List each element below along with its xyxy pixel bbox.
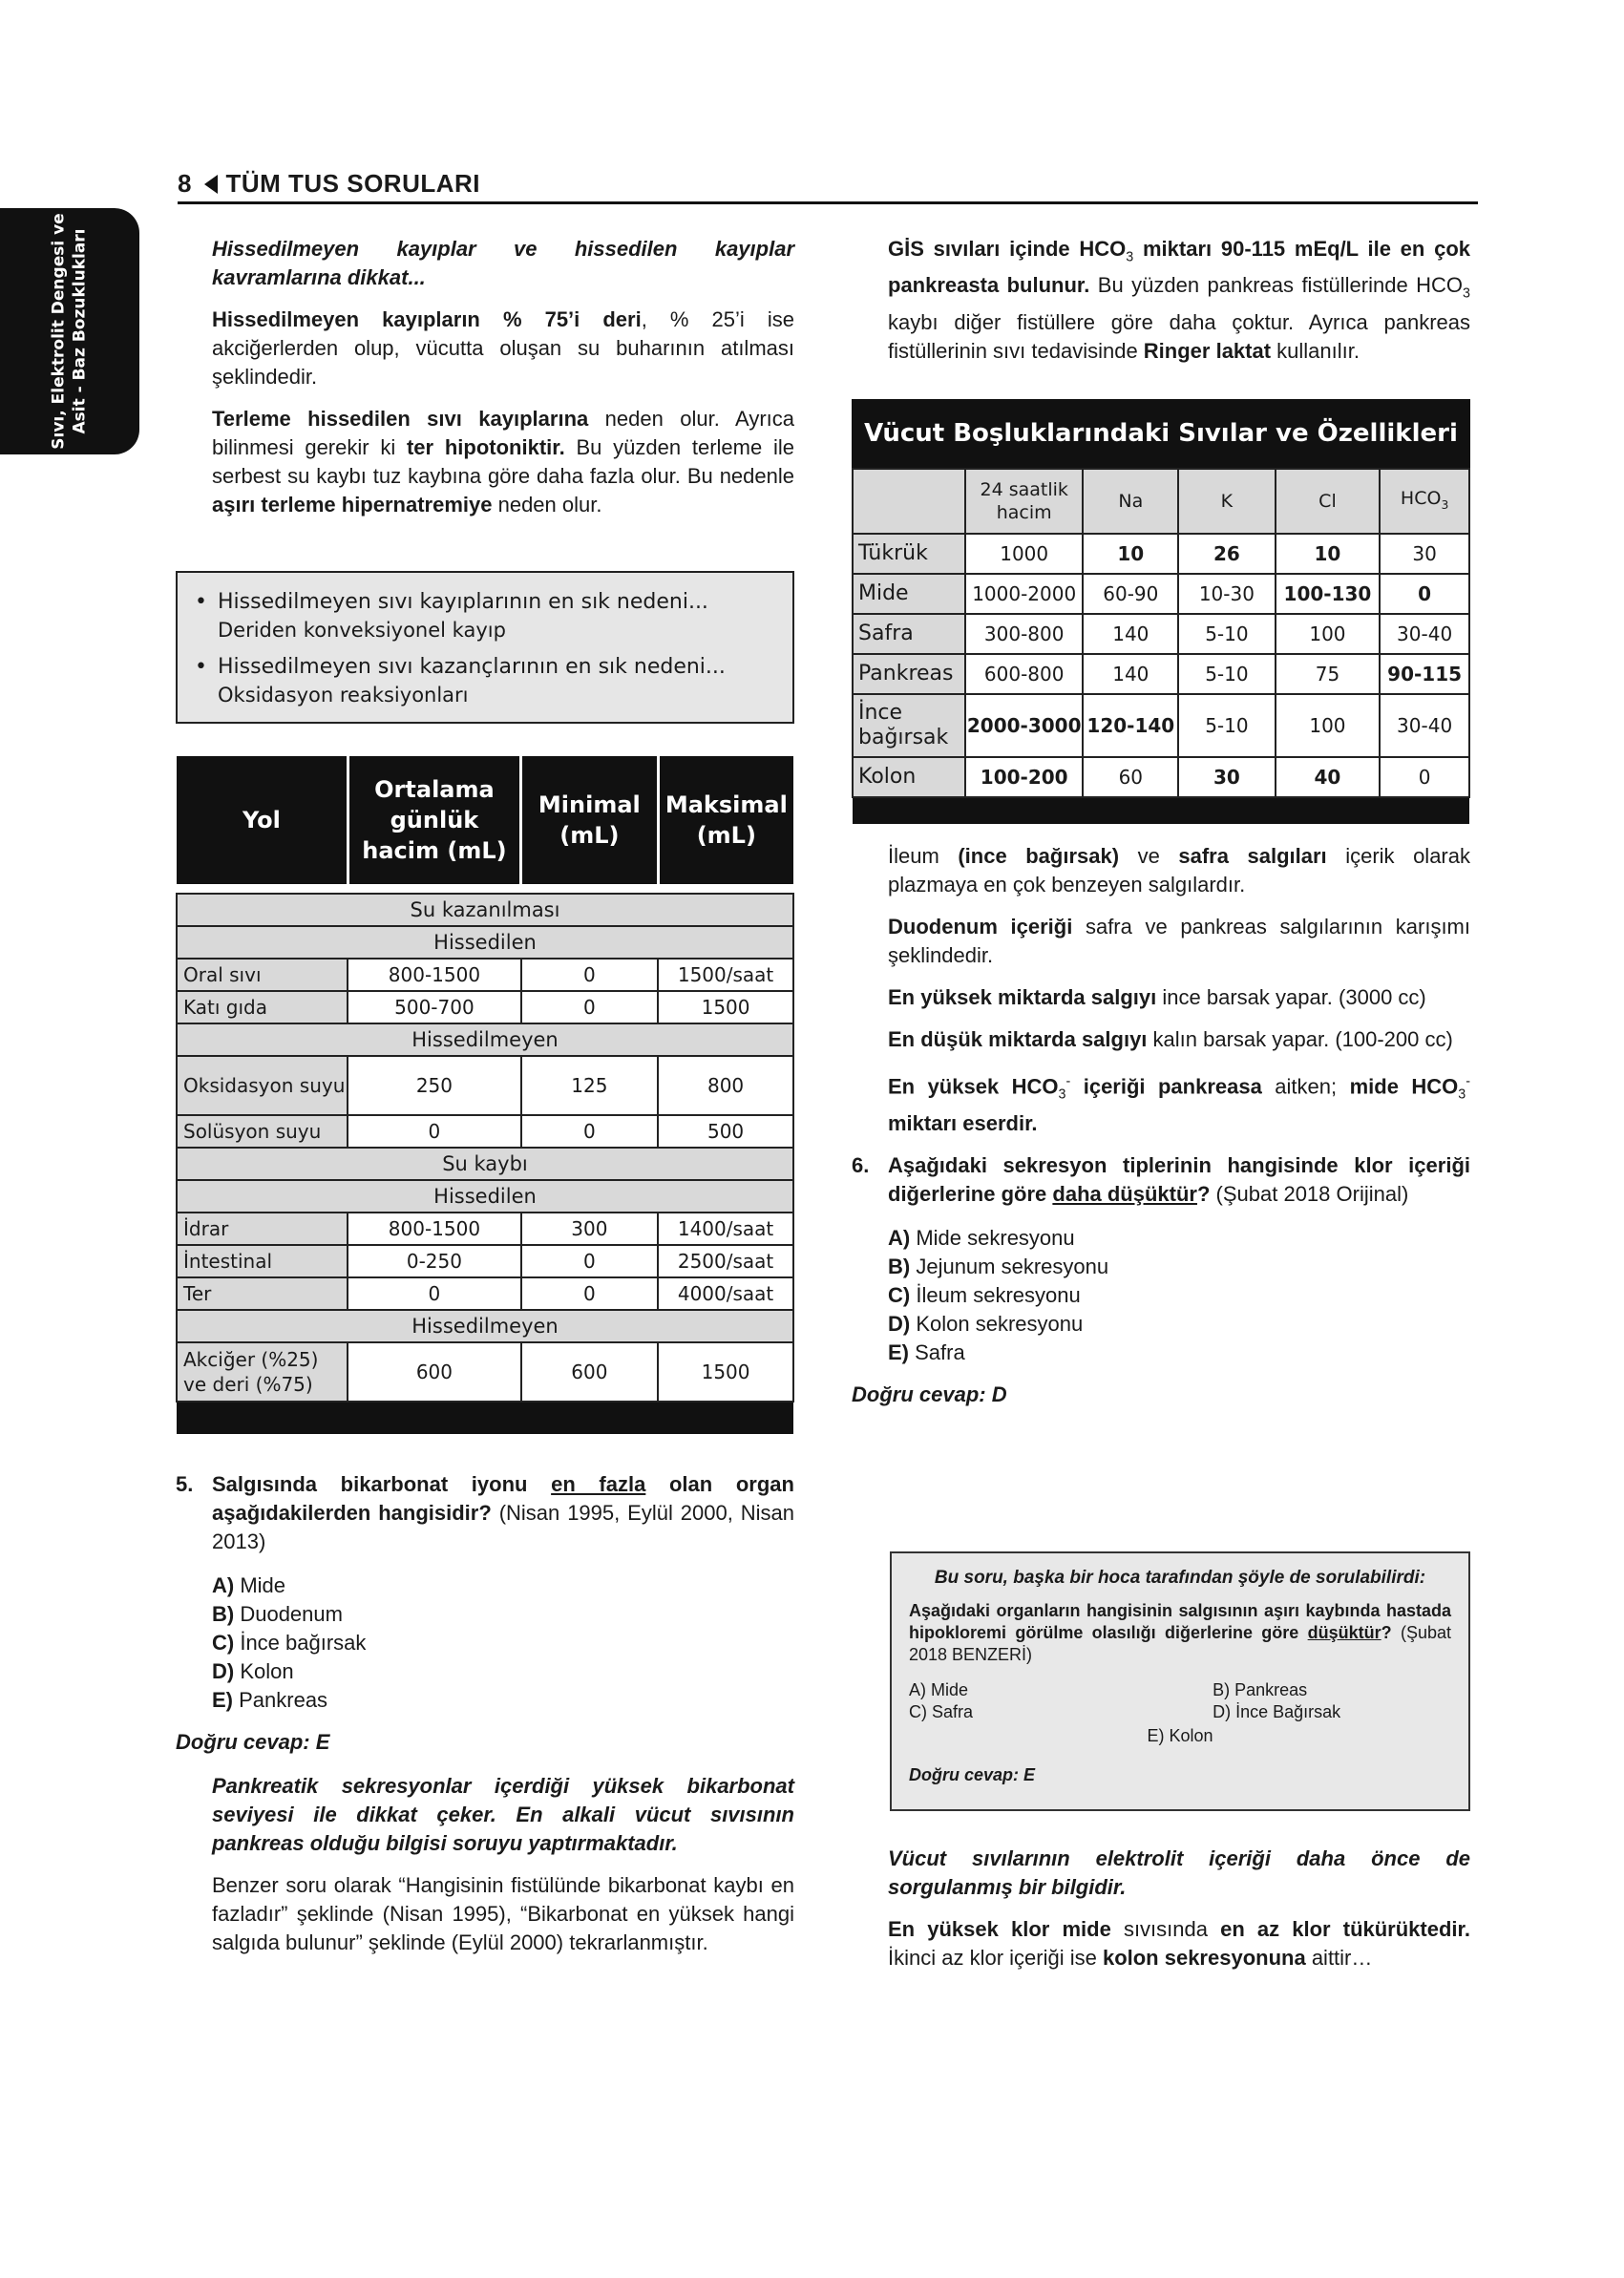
option-b[interactable]: B) Jejunum sekresyonu [888, 1254, 1109, 1278]
chapter-tab-line1: Sıvı, Elektrolit Dengesi ve [50, 213, 70, 450]
book-title: TÜM TUS SORULARI [225, 169, 481, 198]
header-max: Maksimal (mL) [658, 756, 793, 884]
paragraph-lowest-secretion: En düşük miktarda salgıyı kalın barsak yapar. (100-200 cc) [888, 1027, 1453, 1051]
key-point-1-answer: Deriden konveksiyonel kayıp [218, 619, 506, 642]
question-5-block [176, 1470, 794, 1971]
table-row: Akciğer (%25) ve deri (%75) 600 600 1500 [177, 1342, 793, 1402]
paragraph-electrolyte-note: Vücut sıvılarının elektrolit içeriği daha önce de sorgulanmış bir bilgidir. [888, 1846, 1470, 1899]
question-5-options [176, 1571, 794, 1715]
table-row: Tükrük 1000 10 26 10 30 [853, 534, 1469, 574]
header-average: Ortalama günlük hacim (mL) [348, 756, 520, 884]
option-e[interactable]: E) Safra [888, 1339, 965, 1364]
paragraph-chloride: En yüksek klor mide sıvısında en az klor tükürüktedir. İkinci az klor içeriği ise kolon sekresyonuna aittir… [888, 1917, 1470, 1970]
alternate-correct-answer: Doğru cevap: E [909, 1765, 1036, 1784]
subsection-insensible: Hissedilmeyen [177, 1023, 793, 1056]
alt-option-c[interactable]: C) Safra [909, 1702, 974, 1721]
left-column-intro [212, 235, 794, 533]
subsection-sensible: Hissedilen [177, 1180, 793, 1213]
option-a[interactable]: A) Mide sekresyonu [888, 1225, 1075, 1250]
option-c[interactable]: C) İleum sekresyonu [888, 1282, 1081, 1307]
body-fluids-table-title: Vücut Boşluklarındaki Sıvılar ve Özellikleri [852, 399, 1470, 468]
paragraph-duodenum: Duodenum içeriği safra ve pankreas salgılarının karışımı şeklindedir. [888, 915, 1470, 967]
body-fluids-table [852, 468, 1470, 824]
table-row: Mide 1000-2000 60-90 10-30 100-130 0 [853, 574, 1469, 614]
option-c[interactable]: C) İnce bağırsak [212, 1631, 367, 1655]
page-header [178, 166, 1478, 204]
explanation-5a: Pankreatik sekresyonlar içerdiği yüksek bikarbonat seviyesi ile dikkat çeker. En alkali vücut sıvısının pankreas olduğu bilgisi soruyu yaptırmaktadır. [212, 1774, 794, 1855]
alt-option-e[interactable]: E) Kolon [1147, 1726, 1213, 1745]
right-column-body [852, 842, 1471, 1424]
alt-option-b[interactable]: B) Pankreas [1213, 1680, 1308, 1699]
paragraph-insensible-loss: Hissedilmeyen kayıpların % 75’i deri, % 25’i ise akciğerlerden olup, vücutta oluşan su buharının atılması şeklindedir. [212, 307, 794, 389]
question-5: 5. Salgısında bikarbonat iyonu en fazla olan organ aşağıdakilerden hangisidir? (Nisan 1995, Eylül 2000, Nisan 2013) [176, 1472, 794, 1553]
table-row: Pankreas 600-800 140 5-10 75 90-115 [853, 654, 1469, 694]
key-point-2-answer: Oksidasyon reaksiyonları [218, 684, 469, 707]
section-water-gain: Su kazanılması [177, 894, 793, 926]
section-water-loss: Su kaybı [177, 1148, 793, 1180]
right-column-closing [888, 1845, 1470, 1986]
alternate-question-text: Aşağıdaki organların hangisinin salgısının aşırı kaybında hastada hipokloremi görülme olasılığı diğerlerine göre düşüktür? (Şubat 2018 BENZERİ) [909, 1601, 1451, 1664]
paragraph-pancreas-hco3: GİS sıvıları içinde $HCO_3$ miktarı 90-115 mEq/L ile en çok pankreasta bulunur. Bu yüzden pankreas fistüllerinde $HCO_3$ kaybı diğer fistüllere göre daha çoktur. Ayrıca pankreas fistüllerinin sıvı tedavisinde Ringer laktat kullanılır. [888, 237, 1470, 363]
alt-option-d[interactable]: D) İnce Bağırsak [1213, 1702, 1341, 1721]
alternate-options-row-2 [909, 1701, 1451, 1723]
correct-answer-5: Doğru cevap: E [176, 1730, 330, 1754]
table-row: Safra 300-800 140 5-10 100 30-40 [853, 614, 1469, 654]
table-header-row [177, 756, 793, 884]
subsection-insensible: Hissedilmeyen [177, 1310, 793, 1342]
alt-option-a[interactable]: A) Mide [909, 1680, 969, 1699]
table-row: Ter 0 0 4000/saat [177, 1277, 793, 1310]
header-route: Yol [177, 756, 348, 884]
correct-answer-6: Doğru cevap: D [852, 1382, 1007, 1406]
table-row: Katı gıda 500-700 0 1500 [177, 991, 793, 1023]
chapter-side-tab [0, 208, 139, 454]
table-row: Kolon 100-200 60 30 40 0 [853, 757, 1469, 797]
table-row: Oral sıvı 800-1500 0 1500/saat [177, 959, 793, 991]
question-6: 6. Aşağıdaki sekresyon tiplerinin hangisinde klor içeriği diğerlerine göre daha düşüktür? (Şubat 2018 Orijinal) [852, 1152, 1470, 1206]
intro-note: Hissedilmeyen kayıplar ve hissedilen kayıplar kavramlarına dikkat... [212, 237, 794, 289]
chapter-tab-line2: Asit - Baz Bozuklukları [71, 228, 91, 434]
alternate-options-row-1 [909, 1679, 1451, 1701]
paragraph-highest-secretion: En yüksek miktarda salgıyı ince barsak yapar. (3000 cc) [888, 985, 1426, 1009]
water-balance-table [176, 756, 794, 1434]
subsection-sensible: Hissedilen [177, 926, 793, 959]
left-arrow-icon [204, 175, 218, 194]
key-point-1: • Hissedilmeyen sıvı kayıplarının en sık nedeni... [195, 590, 708, 614]
paragraph-sweating: Terleme hissedilen sıvı kayıplarına neden olur. Ayrıca bilinmesi gerekir ki ter hipotoniktir. Bu yüzden terleme ile serbest su kaybı tuz kaybına göre daha fazla olur. Bu nedenle aşırı terleme hipernatremiye neden olur. [212, 407, 794, 517]
paragraph-ileum: İleum (ince bağırsak) ve safra salgıları içerik olarak plazmaya en çok benzeyen salgılardır. [888, 844, 1470, 896]
question-6-options [888, 1224, 1470, 1367]
option-e[interactable]: E) Pankreas [212, 1688, 328, 1712]
right-column-intro [888, 235, 1470, 379]
paragraph-hco3: En yüksek $HCO_3^-$ içeriği pankreasa aitken; mide $HCO_3^-$ miktarı eserdir. [888, 1074, 1471, 1135]
table-header-row: 24 saatlik hacim Na K Cl $HCO_3$ [853, 469, 1469, 534]
alternate-question-heading: Bu soru, başka bir hoca tarafından şöyle de sorulabilirdi: [934, 1568, 1426, 1588]
key-points-box [176, 571, 794, 724]
option-a[interactable]: A) Mide [212, 1573, 286, 1597]
table-row: İdrar 800-1500 300 1400/saat [177, 1213, 793, 1245]
key-point-2: • Hissedilmeyen sıvı kazançlarının en sık nedeni... [195, 655, 726, 679]
table-row: İntestinal 0-250 0 2500/saat [177, 1245, 793, 1277]
option-d[interactable]: D) Kolon [212, 1659, 294, 1683]
table-row: Solüsyon suyu 0 0 500 [177, 1115, 793, 1148]
page-number: 8 [178, 169, 192, 198]
table-row: Oksidasyon suyu 250 125 800 [177, 1056, 793, 1115]
option-d[interactable]: D) Kolon sekresyonu [888, 1311, 1084, 1336]
explanation-5b: Benzer soru olarak “Hangisinin fistülünde bikarbonat kaybı en fazladır” şeklinde (Nisan 1995), “Bikarbonat en yüksek hangi salgıda bulunur” şeklinde (Eylül 2000) tekrarlanmıştır. [212, 1873, 794, 1954]
option-b[interactable]: B) Duodenum [212, 1602, 343, 1626]
table-row: İnce bağırsak 2000-3000 120-140 5-10 100 30-40 [853, 694, 1469, 757]
alternate-question-box [890, 1551, 1470, 1811]
header-min: Minimal (mL) [521, 756, 659, 884]
